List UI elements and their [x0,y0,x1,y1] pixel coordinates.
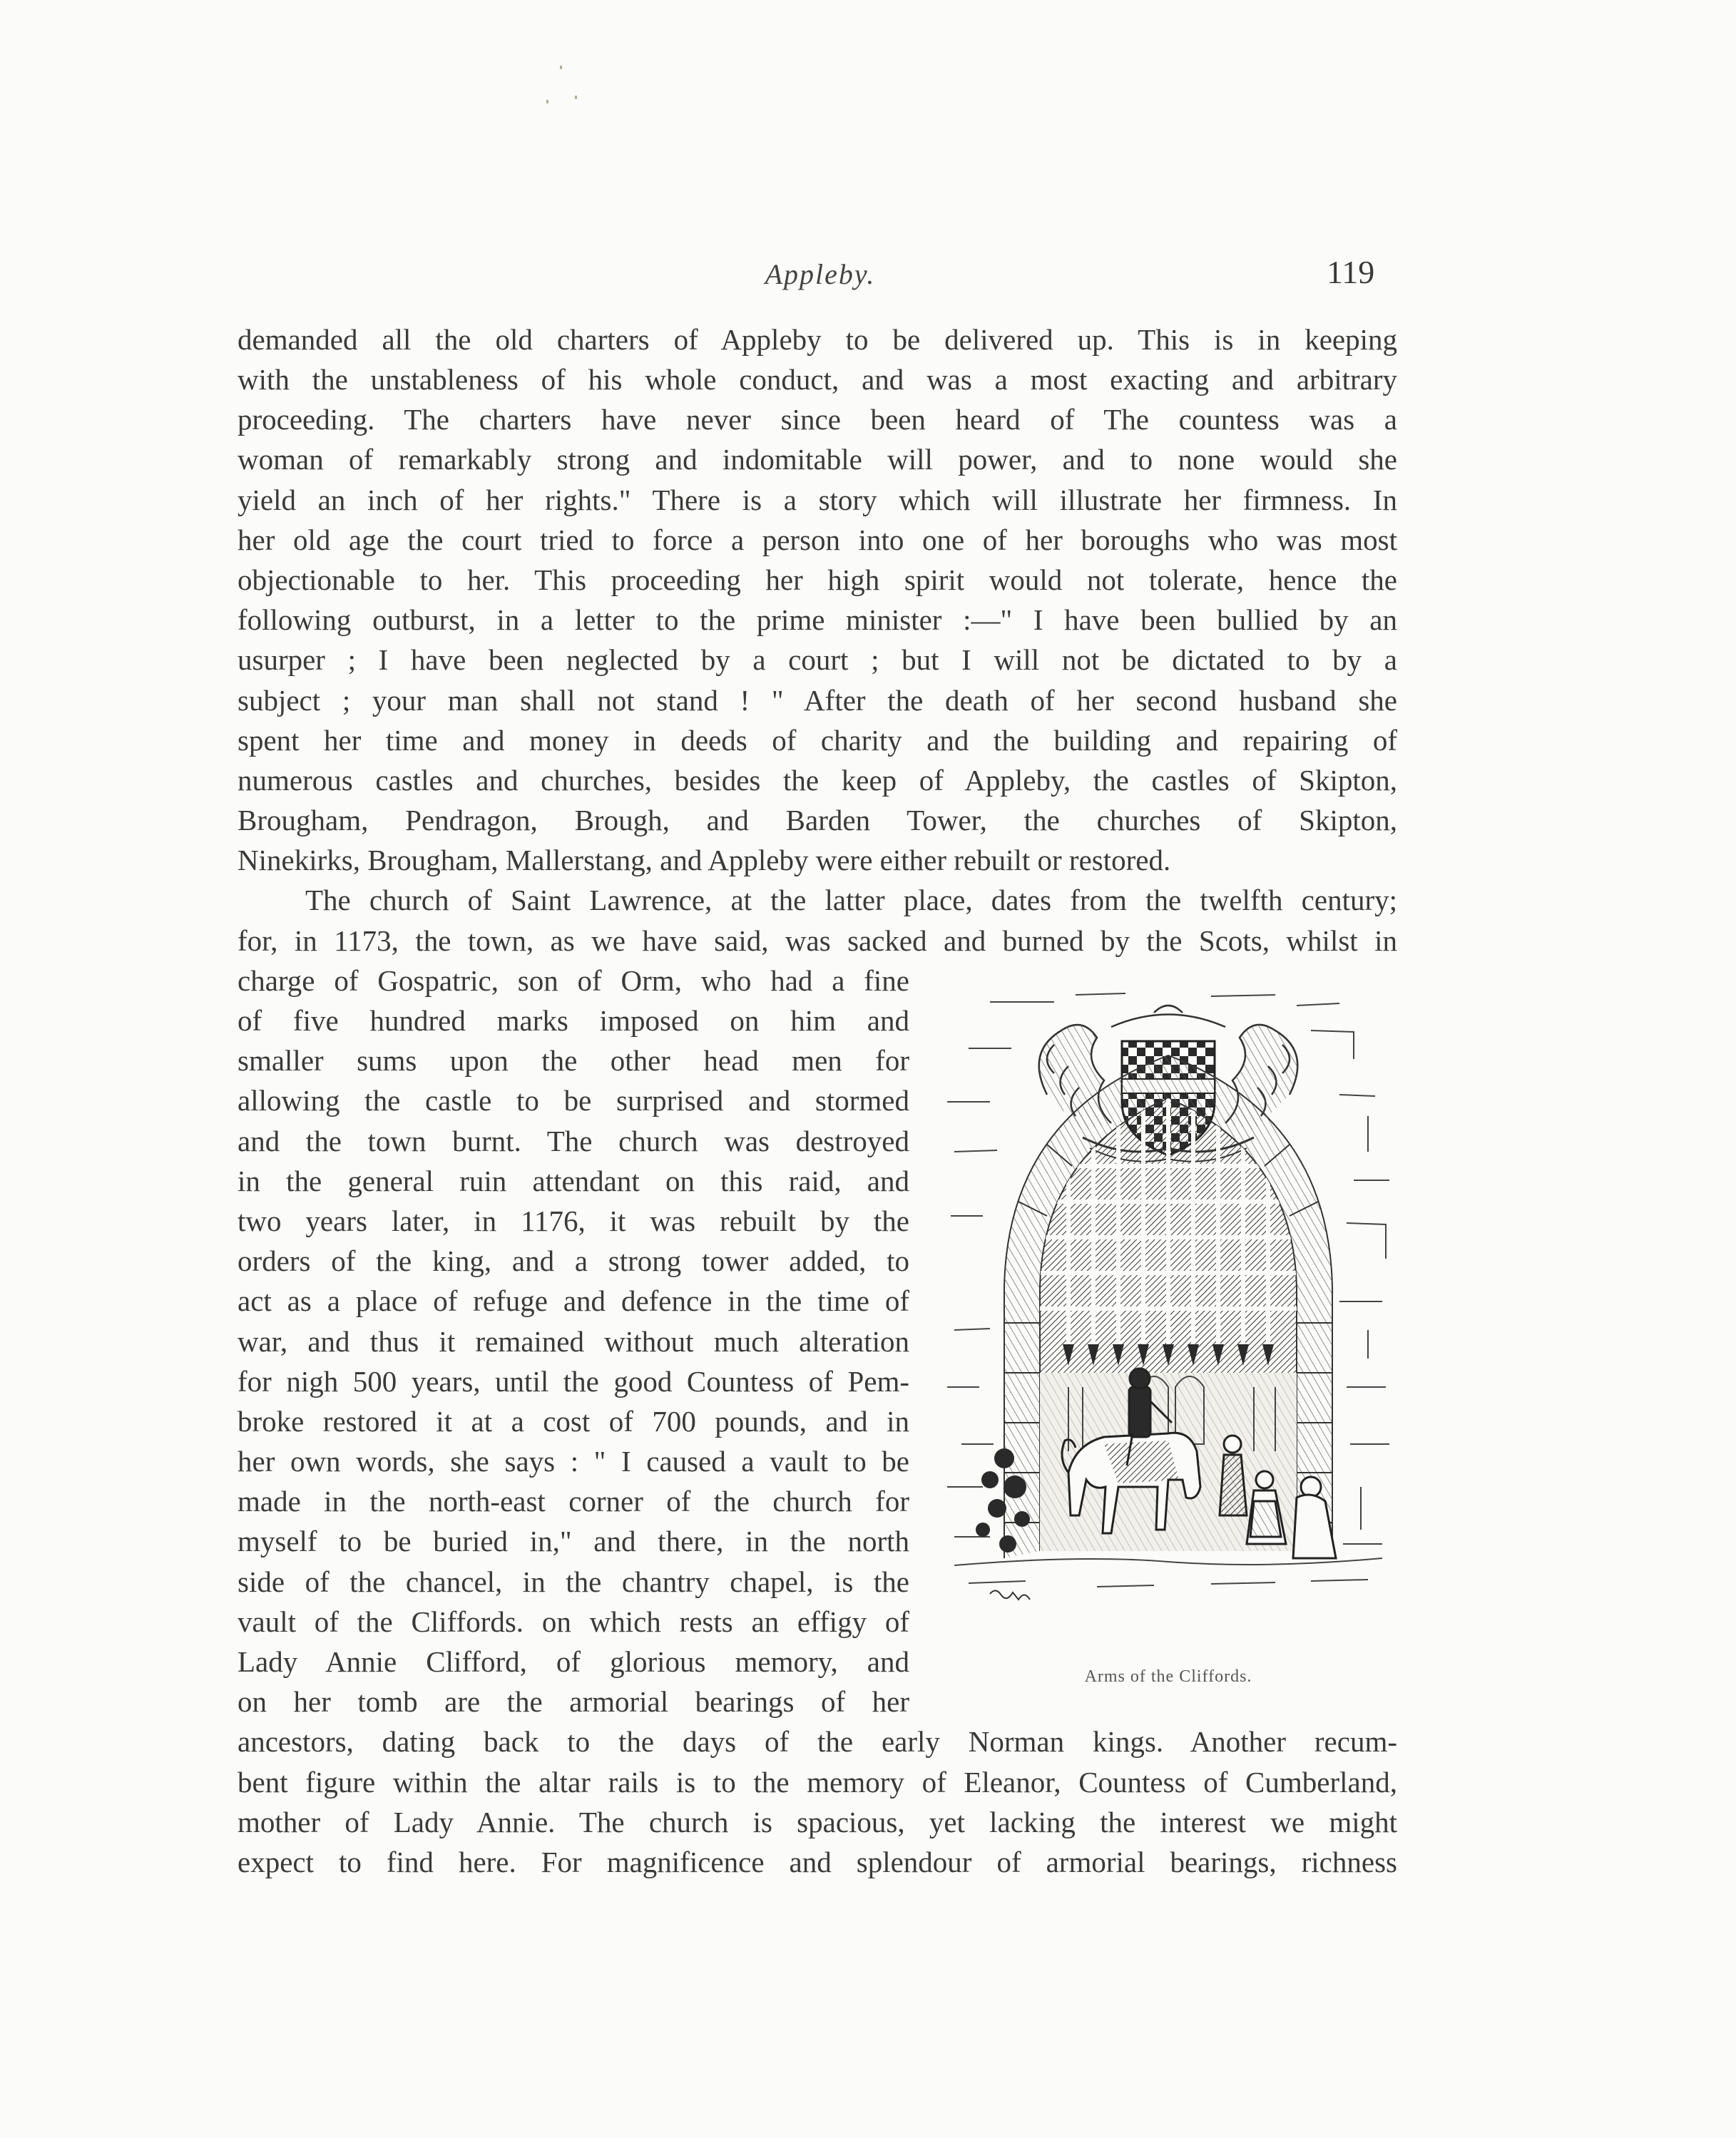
text-line: proceeding. The charters have never since been heard of The countess was a [238,403,1397,436]
text-line: broke restored it at a cost of 700 pounds, and in [238,1405,909,1438]
text-line: war, and thus it remained without much alteration [238,1325,909,1358]
text-line: following outburst, in a letter to the prime minister :—" I have been bullied by an [238,603,1397,636]
text-line: allowing the castle to be surprised and stormed [238,1084,909,1117]
figure-caption: Arms of the Cliffords. [1084,1667,1252,1686]
text-line: Ninekirks, Brougham, Mallerstang, and Appleby were either rebuilt or restored. [238,844,1171,876]
text-line: spent her time and money in deeds of charity and the building and repairing of [238,724,1397,757]
text-line: woman of remarkably strong and indomitable will power, and to none would she [238,443,1397,476]
text-line: act as a place of refuge and defence in the time of [238,1284,909,1317]
page-number: 119 [1327,254,1375,290]
text-line: and the town burnt. The church was destroyed [238,1125,909,1157]
text-line: ancestors, dating back to the days of the early Norman kings. Another recum- [238,1725,1397,1758]
text-line: bent figure within the altar rails is to the memory of Eleanor, Countess of Cumberland, [238,1766,1397,1799]
text-line: mother of Lady Annie. The church is spacious, yet lacking the interest we might [238,1806,1397,1838]
text-line: two years later, in 1176, it was rebuilt by the [238,1204,909,1237]
text-line: demanded all the old charters of Appleby to be delivered up. This is in keeping [238,323,1397,356]
text-line: numerous castles and churches, besides the keep of Appleby, the castles of Skipton, [238,764,1397,797]
text-line: objectionable to her. This proceeding her high spirit would not tolerate, hence the [238,563,1397,596]
paper-speck [560,66,562,69]
text-line: for, in 1173, the town, as we have said, was sacked and burned by the Scots, whilst in [238,924,1397,957]
gateway-illustration [940,988,1397,1615]
text-line: Lady Annie Clifford, of glorious memory, and [238,1645,909,1678]
text-line: vault of the Cliffords. on which rests an effigy of [238,1605,909,1638]
text-line: The church of Saint Lawrence, at the latter place, dates from the twelfth century; [305,884,1397,916]
text-line: myself to be buried in," and there, in the north [238,1525,909,1558]
text-line: made in the north-east corner of the church for [238,1485,909,1518]
text-line: her old age the court tried to force a person into one of her boroughs who was most [238,523,1397,556]
text-line: her own words, she says : " I caused a vault to be [238,1445,909,1478]
text-line: usurper ; I have been neglected by a court ; but I will not be dictated to by a [238,643,1397,676]
text-line: for nigh 500 years, until the good Countess of Pem- [238,1365,909,1398]
text-line: yield an inch of her rights." There is a story which will illustrate her firmness. In [238,484,1397,516]
text-line: expect to find here. For magnificence and splendour of armorial bearings, richness [238,1846,1397,1878]
text-line: Brougham, Pendragon, Brough, and Barden Tower, the churches of Skipton, [238,804,1397,837]
text-line: subject ; your man shall not stand ! " After the death of her second husband she [238,684,1397,717]
text-line: of five hundred marks imposed on him and [238,1004,909,1037]
paper-speck [546,100,548,103]
text-line: in the general ruin attendant on this raid, and [238,1165,909,1197]
gateway-drawing [940,988,1397,1615]
text-line: smaller sums upon the other head men for [238,1044,909,1077]
text-line: with the unstableness of his whole conduct, and was a most exacting and arbitrary [238,363,1397,396]
running-head-title: Appleby. [765,258,876,290]
text-line: orders of the king, and a strong tower added, to [238,1244,909,1277]
text-line: side of the chancel, in the chantry chapel, is the [238,1565,909,1598]
text-line: charge of Gospatric, son of Orm, who had a fine [238,964,909,997]
text-line: on her tomb are the armorial bearings of her [238,1685,909,1718]
artist-signature [990,1590,1030,1600]
paper-speck [575,96,577,99]
